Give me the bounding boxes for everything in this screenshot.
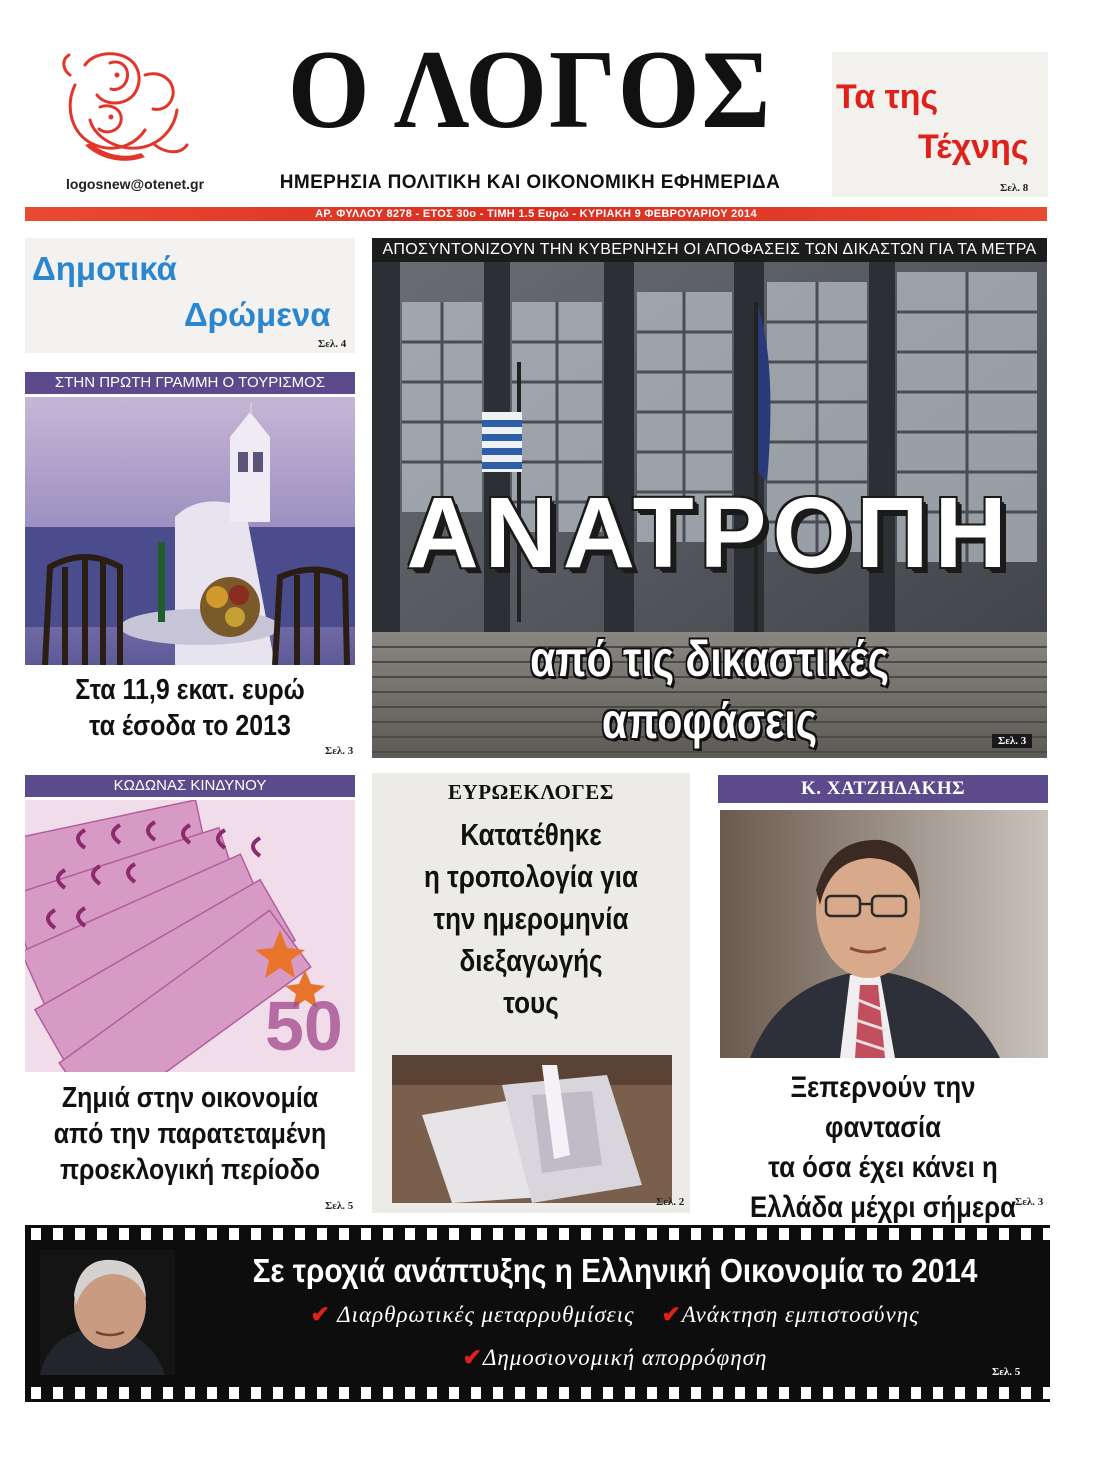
filmstrip-bottom-border <box>25 1387 1050 1399</box>
check-mark-icon: ✔ <box>310 1302 331 1327</box>
hatzidakis-headline-line-3: Ελλάδα μέχρι σήμερα <box>750 1191 1016 1224</box>
filmstrip-top-border <box>25 1228 1050 1240</box>
euroelections-category: ΕΥΡΩΕΚΛΟΓΕΣ <box>448 780 614 804</box>
contact-email[interactable]: logosnew@otenet.gr <box>65 176 205 192</box>
euroelections-headline-line-5: τους <box>503 985 559 1020</box>
banner-bullet-3: Δημοσιονομική απορρόφηση <box>482 1345 768 1370</box>
check-mark-icon: ✔ <box>462 1345 483 1370</box>
issue-info-text: ΑΡ. ΦΥΛΛΟΥ 8278 - ΕΤΟΣ 30ο - ΤΙΜΗ 1.5 Ευρώ - ΚΥΡΙΑΚΗ 9 ΦΕΒΡΟΥΑΡΙΟΥ 2014 <box>315 208 757 220</box>
tourism-photo[interactable] <box>25 397 355 665</box>
euroelections-page-ref: Σελ. 2 <box>656 1196 685 1208</box>
municipal-promo-line-1: Δημοτικά <box>32 250 177 287</box>
tourism-headline-line-2: τα έσοδα το 2013 <box>89 710 291 742</box>
hatzidakis-page-ref: Σελ. 3 <box>1015 1196 1044 1208</box>
tourism-headline[interactable] <box>48 672 332 744</box>
municipal-promo-page-ref: Σελ. 4 <box>318 338 347 350</box>
banner-bullets-row-1 <box>190 1302 1040 1328</box>
arts-promo-line-1: Τα της <box>836 78 939 116</box>
banner-bullet-1: Διαρθρωτικές μεταρρυθμίσεις <box>337 1302 635 1327</box>
banner-page-ref: Σελ. 5 <box>992 1366 1021 1378</box>
banner-headline[interactable]: Σε τροχιά ανάπτυξης η Ελληνική Οικονομία το 2014 <box>252 1252 978 1289</box>
danger-headline[interactable] <box>48 1080 332 1188</box>
danger-headline-line-2: από την παρατεταμένη <box>53 1118 327 1150</box>
hatzidakis-headline-line-2: τα όσα έχει κάνει η <box>768 1151 998 1184</box>
danger-category-bar: ΚΩΔΩΝΑΣ ΚΙΝΔΥΝΟΥ <box>25 775 355 797</box>
danger-headline-line-3: προεκλογική περίοδο <box>59 1154 321 1186</box>
newspaper-logo-illustration <box>55 45 195 170</box>
main-story-page-ref: Σελ. 3 <box>992 734 1032 748</box>
main-story-subheadline[interactable]: από τις δικαστικές αποφάσεις <box>530 631 889 749</box>
euroelections-headline-line-4: διεξαγωγής <box>459 943 603 978</box>
banner-bullet-2: Ανάκτηση εμπιστοσύνης <box>681 1302 920 1327</box>
hatzidakis-category-bar: Κ. ΧΑΤΖΗΔΑΚΗΣ <box>718 775 1048 803</box>
svg-text:50: 50 <box>265 987 343 1065</box>
tourism-page-ref: Σελ. 3 <box>325 745 354 757</box>
danger-headline-line-1: Ζημιά στην οικονομία <box>61 1082 319 1114</box>
euroelections-headline[interactable] <box>397 814 664 1024</box>
check-mark-icon: ✔ <box>661 1302 682 1327</box>
municipal-promo-line-2: Δρώμενα <box>184 296 331 333</box>
newspaper-masthead: Ο ΛΟΓΟΣ <box>287 28 773 152</box>
euroelections-headline-line-2: η τροπολογία για <box>424 859 638 894</box>
main-story-kicker: ΑΠΟΣΥΝΤΟΝΙΖΟΥΝ ΤΗΝ ΚΥΒΕΡΝΗΣΗ ΟΙ ΑΠΟΦΑΣΕΙΣ ΤΩΝ ΔΙΚΑΣΤΩΝ ΓΙΑ ΤΑ ΜΕΤΡΑ <box>372 238 1047 262</box>
hatzidakis-headline[interactable] <box>741 1068 1025 1228</box>
danger-page-ref: Σελ. 5 <box>325 1200 354 1212</box>
arts-promo-page-ref: Σελ. 8 <box>1000 182 1029 194</box>
hatzidakis-headline-line-1: Ξεπερνούν την φαντασία <box>790 1071 976 1144</box>
newspaper-subtitle: ΗΜΕΡΗΣΙΑ ΠΟΛΙΤΙΚΗ ΚΑΙ ΟΙΚΟΝΟΜΙΚΗ ΕΦΗΜΕΡΙΔΑ <box>279 172 781 193</box>
tourism-category-bar: ΣΤΗΝ ΠΡΩΤΗ ΓΡΑΜΜΗ Ο ΤΟΥΡΙΣΜΟΣ <box>25 372 355 394</box>
ballot-box-photo[interactable] <box>392 1055 672 1203</box>
banner-portrait-photo[interactable] <box>40 1250 175 1375</box>
banner-bullets-row-2 <box>190 1345 1040 1371</box>
euro-banknotes-photo[interactable] <box>25 800 355 1072</box>
euroelections-headline-line-3: την ημερομηνία <box>433 901 629 936</box>
main-story-headline[interactable]: ΑΝΑΤΡΟΠΗ <box>406 477 1013 589</box>
tourism-headline-line-1: Στα 11,9 εκατ. ευρώ <box>75 674 305 706</box>
euroelections-headline-line-1: Κατατέθηκε <box>460 817 602 852</box>
arts-promo-box[interactable] <box>832 52 1048 197</box>
arts-promo-line-2: Τέχνης <box>918 128 1029 166</box>
hatzidakis-portrait-photo[interactable] <box>720 810 1048 1058</box>
